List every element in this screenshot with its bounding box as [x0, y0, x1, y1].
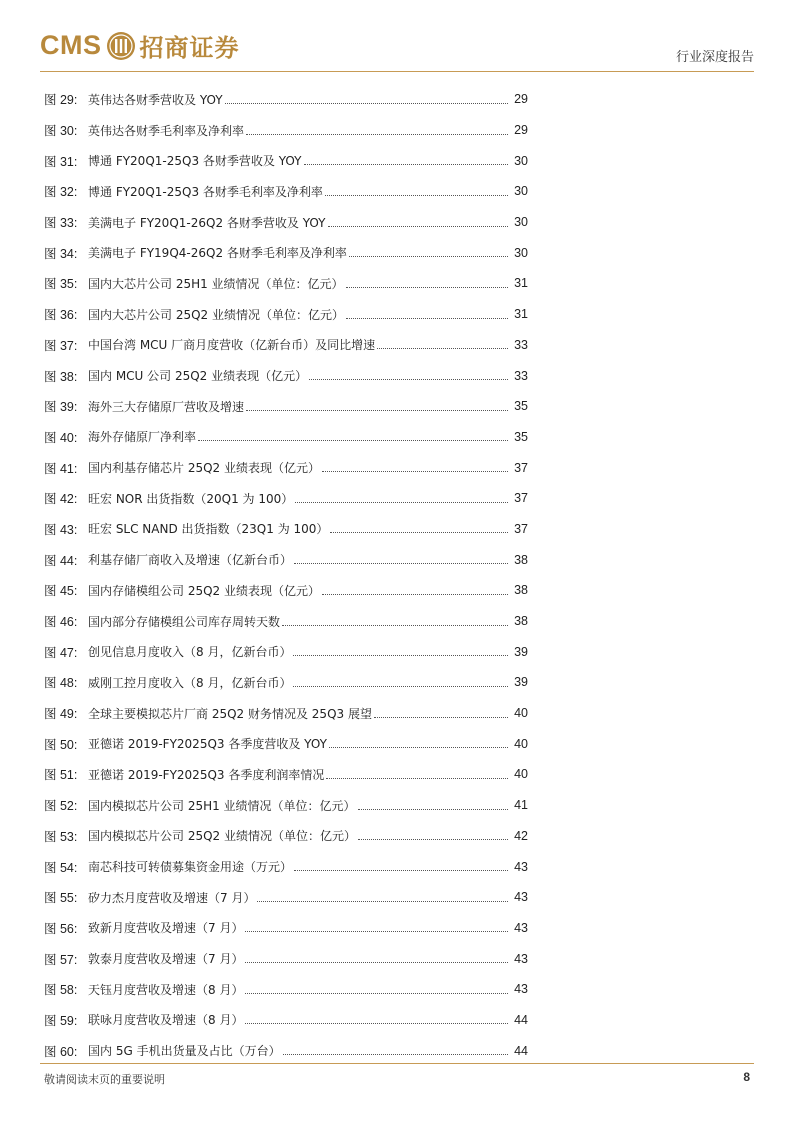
toc-figure-label: 图 55: [44, 891, 78, 906]
toc-dot-leader [245, 962, 508, 963]
toc-dot-leader [257, 901, 508, 902]
toc-dot-leader [325, 195, 508, 196]
toc-figure-title[interactable]: 国内大芯片公司 25H1 业绩情况（单位：亿元） [88, 276, 344, 291]
toc-page-number[interactable]: 29 [514, 123, 528, 138]
toc-dot-leader [294, 870, 508, 871]
toc-dot-leader [322, 594, 508, 595]
toc-entry[interactable] [44, 667, 528, 698]
toc-dot-leader [295, 502, 508, 503]
toc-entry[interactable] [44, 544, 528, 575]
toc-dot-leader [330, 532, 508, 533]
toc-figure-title[interactable]: 美满电子 FY19Q4-26Q2 各财季毛利率及净利率 [88, 246, 347, 261]
toc-figure-label: 图 36: [44, 308, 78, 323]
toc-entry[interactable] [44, 330, 528, 361]
toc-figure-label: 图 43: [44, 522, 78, 537]
toc-page-number[interactable]: 40 [514, 706, 528, 721]
toc-entry[interactable] [44, 268, 528, 299]
toc-figure-label: 图 40: [44, 430, 78, 445]
toc-figure-title[interactable]: 天钰月度营收及增速（8 月） [88, 982, 244, 997]
toc-figure-title[interactable]: 博通 FY20Q1-25Q3 各财季毛利率及净利率 [88, 184, 323, 199]
toc-dot-leader [246, 410, 508, 411]
toc-page-number[interactable]: 31 [514, 307, 528, 322]
toc-figure-label: 图 42: [44, 492, 78, 507]
toc-entry[interactable] [44, 882, 528, 913]
toc-figure-title[interactable]: 海外三大存储原厂营收及增速 [88, 399, 245, 414]
toc-entry[interactable] [44, 176, 528, 207]
toc-entry[interactable] [44, 299, 528, 330]
toc-entry[interactable] [44, 237, 528, 268]
toc-figure-title[interactable]: 英伟达各财季毛利率及净利率 [88, 123, 245, 138]
toc-page-number[interactable]: 43 [514, 951, 528, 966]
toc-page-number[interactable]: 43 [514, 859, 528, 874]
toc-figure-label: 图 34: [44, 246, 78, 261]
toc-dot-leader [349, 256, 508, 257]
toc-figure-title[interactable]: 国内 MCU 公司 25Q2 业绩表现（亿元） [88, 369, 308, 384]
logo-emblem-icon [106, 31, 136, 61]
toc-figure-label: 图 58: [44, 983, 78, 998]
toc-figure-title[interactable]: 亚德诺 2019-FY2025Q3 各季度利润率情况 [88, 767, 325, 782]
toc-entry[interactable] [44, 913, 528, 944]
toc-entry[interactable] [44, 728, 528, 759]
toc-figure-label: 图 38: [44, 369, 78, 384]
toc-dot-leader [283, 1054, 508, 1055]
toc-page-number[interactable]: 29 [514, 92, 528, 107]
toc-dot-leader [225, 103, 508, 104]
toc-figure-label: 图 57: [44, 952, 78, 967]
toc-dot-leader [198, 440, 508, 441]
toc-figure-title[interactable]: 国内部分存储模组公司库存周转天数 [88, 614, 281, 629]
toc-entry[interactable] [44, 391, 528, 422]
toc-page-number[interactable]: 41 [514, 798, 528, 813]
toc-dot-leader [322, 471, 508, 472]
toc-dot-leader [309, 379, 508, 380]
toc-dot-leader [346, 287, 508, 288]
toc-figure-label: 图 31: [44, 154, 78, 169]
toc-figure-title[interactable]: 国内模拟芯片公司 25H1 业绩情况（单位：亿元） [88, 798, 356, 813]
page-header [40, 24, 754, 70]
toc-figure-title[interactable]: 美满电子 FY20Q1-26Q2 各财季营收及 YOY [88, 215, 326, 230]
toc-figure-title[interactable]: 博通 FY20Q1-25Q3 各财季营收及 YOY [88, 154, 302, 169]
document-type: 行业深度报告 [675, 50, 754, 65]
toc-figure-label: 图 56: [44, 921, 78, 936]
toc-page-number[interactable]: 37 [514, 521, 528, 536]
toc-figure-title[interactable]: 旺宏 NOR 出货指数（20Q1 为 100） [88, 491, 294, 506]
toc-figure-title[interactable]: 威刚工控月度收入（8 月，亿新台币） [88, 675, 292, 690]
footer-divider [40, 1063, 754, 1064]
toc-entry[interactable] [44, 452, 528, 483]
toc-dot-leader [329, 747, 508, 748]
toc-figure-title[interactable]: 旺宏 SLC NAND 出货指数（23Q1 为 100） [88, 522, 329, 537]
toc-page-number[interactable]: 43 [514, 982, 528, 997]
toc-page-number[interactable]: 30 [514, 184, 528, 199]
toc-dot-leader [326, 778, 508, 779]
toc-entry[interactable] [44, 1005, 528, 1036]
toc-figure-label: 图 50: [44, 737, 78, 752]
toc-figure-title[interactable]: 致新月度营收及增速（7 月） [88, 921, 244, 936]
page-number: 8 [743, 1070, 750, 1084]
toc-figure-title[interactable]: 联咏月度营收及增速（8 月） [88, 1013, 244, 1028]
toc-entry[interactable] [44, 115, 528, 146]
toc-dot-leader [245, 931, 508, 932]
logo-latin-text: CMS [40, 30, 102, 60]
toc-page-number[interactable]: 31 [514, 276, 528, 291]
toc-page-number[interactable]: 40 [514, 767, 528, 782]
toc-dot-leader [377, 348, 508, 349]
toc-figure-label: 图 48: [44, 676, 78, 691]
toc-page-number[interactable]: 38 [514, 552, 528, 567]
toc-figure-label: 图 41: [44, 461, 78, 476]
toc-dot-leader [246, 134, 508, 135]
toc-page-number[interactable]: 42 [514, 828, 528, 843]
toc-figure-label: 图 51: [44, 768, 78, 783]
toc-figure-label: 图 39: [44, 400, 78, 415]
toc-entry[interactable] [44, 698, 528, 729]
toc-dot-leader [294, 563, 508, 564]
toc-entry[interactable] [44, 943, 528, 974]
toc-page-number[interactable]: 35 [514, 399, 528, 414]
toc-page-number[interactable]: 39 [514, 675, 528, 690]
toc-entry[interactable] [44, 422, 528, 453]
toc-figure-title[interactable]: 南芯科技可转债募集资金用途（万元） [88, 860, 293, 875]
toc-dot-leader [245, 993, 508, 994]
toc-figure-title[interactable]: 国内利基存储芯片 25Q2 业绩表现（亿元） [88, 461, 320, 476]
toc-figure-label: 图 37: [44, 338, 78, 353]
toc-page-number[interactable]: 35 [514, 429, 528, 444]
toc-figure-label: 图 46: [44, 615, 78, 630]
toc-dot-leader [245, 1023, 508, 1024]
toc-page-number[interactable]: 44 [514, 1043, 528, 1058]
toc-page-number[interactable]: 38 [514, 614, 528, 629]
toc-entry[interactable] [44, 636, 528, 667]
toc-page-number[interactable]: 30 [514, 153, 528, 168]
toc-figure-title[interactable]: 利基存储厂商收入及增速（亿新台币） [88, 553, 293, 568]
toc-page-number[interactable]: 33 [514, 368, 528, 383]
toc-page-number[interactable]: 30 [514, 245, 528, 260]
toc-figure-title[interactable]: 海外存储原厂净利率 [88, 430, 197, 445]
toc-figure-label: 图 54: [44, 860, 78, 875]
toc-figure-title[interactable]: 敦泰月度营收及增速（7 月） [88, 952, 244, 967]
company-logo [40, 28, 240, 63]
toc-figure-title[interactable]: 创见信息月度收入（8 月，亿新台币） [88, 645, 292, 660]
toc-entry[interactable] [44, 851, 528, 882]
toc-entry[interactable] [44, 759, 528, 790]
toc-entry[interactable] [44, 974, 528, 1005]
toc-figure-label: 图 33: [44, 216, 78, 231]
toc-entry[interactable] [44, 606, 528, 637]
logo-chinese-text: 招商证券 [139, 34, 240, 62]
toc-dot-leader [328, 226, 509, 227]
toc-dot-leader [293, 686, 508, 687]
toc-figure-label: 图 35: [44, 277, 78, 292]
disclaimer-note: 敬请阅读末页的重要说明 [44, 1073, 165, 1086]
toc-page-number[interactable]: 37 [514, 460, 528, 475]
toc-figure-label: 图 52: [44, 799, 78, 814]
toc-dot-leader [374, 717, 508, 718]
toc-entry[interactable] [44, 145, 528, 176]
toc-entry[interactable] [44, 821, 528, 852]
toc-figure-title[interactable]: 亚德诺 2019-FY2025Q3 各季度营收及 YOY [88, 737, 327, 752]
toc-entry[interactable] [44, 483, 528, 514]
toc-entry[interactable] [44, 1035, 528, 1066]
toc-figure-title[interactable]: 中国台湾 MCU 厂商月度营收（亿新台币）及同比增速 [88, 338, 376, 353]
toc-page-number[interactable]: 37 [514, 491, 528, 506]
toc-page-number[interactable]: 43 [514, 890, 528, 905]
toc-figure-label: 图 32: [44, 185, 78, 200]
toc-figure-label: 图 44: [44, 553, 78, 568]
toc-page-number[interactable]: 39 [514, 644, 528, 659]
toc-dot-leader [358, 839, 508, 840]
toc-figure-title[interactable]: 英伟达各财季营收及 YOY [88, 92, 223, 107]
toc-figure-title[interactable]: 矽力杰月度营收及增速（7 月） [88, 890, 256, 905]
figure-index-list [44, 84, 528, 1066]
toc-page-number[interactable]: 40 [514, 736, 528, 751]
toc-figure-label: 图 60: [44, 1044, 78, 1059]
header-divider [40, 71, 754, 72]
toc-figure-title[interactable]: 全球主要模拟芯片厂商 25Q2 财务情况及 25Q3 展望 [88, 706, 372, 721]
toc-figure-label: 图 53: [44, 829, 78, 844]
toc-entry[interactable] [44, 575, 528, 606]
toc-entry[interactable] [44, 207, 528, 238]
toc-figure-label: 图 29: [44, 93, 78, 108]
toc-figure-label: 图 30: [44, 124, 78, 139]
toc-figure-title[interactable]: 国内模拟芯片公司 25Q2 业绩情况（单位：亿元） [88, 829, 356, 844]
toc-page-number[interactable]: 30 [514, 215, 528, 230]
toc-dot-leader [293, 655, 508, 656]
toc-page-number[interactable]: 33 [514, 337, 528, 352]
toc-figure-title[interactable]: 国内大芯片公司 25Q2 业绩情况（单位：亿元） [88, 307, 344, 322]
toc-entry[interactable] [44, 84, 528, 115]
toc-figure-label: 图 45: [44, 584, 78, 599]
toc-dot-leader [346, 318, 508, 319]
toc-page-number[interactable]: 38 [514, 583, 528, 598]
toc-figure-title[interactable]: 国内 5G 手机出货量及占比（万台） [88, 1044, 281, 1059]
toc-dot-leader [304, 164, 509, 165]
toc-figure-label: 图 49: [44, 707, 78, 722]
toc-dot-leader [358, 809, 508, 810]
toc-figure-label: 图 47: [44, 645, 78, 660]
toc-entry[interactable] [44, 790, 528, 821]
toc-entry[interactable] [44, 514, 528, 545]
toc-figure-label: 图 59: [44, 1013, 78, 1028]
toc-dot-leader [282, 625, 508, 626]
toc-page-number[interactable]: 44 [514, 1012, 528, 1027]
toc-page-number[interactable]: 43 [514, 920, 528, 935]
toc-entry[interactable] [44, 360, 528, 391]
toc-figure-title[interactable]: 国内存储模组公司 25Q2 业绩表现（亿元） [88, 583, 320, 598]
